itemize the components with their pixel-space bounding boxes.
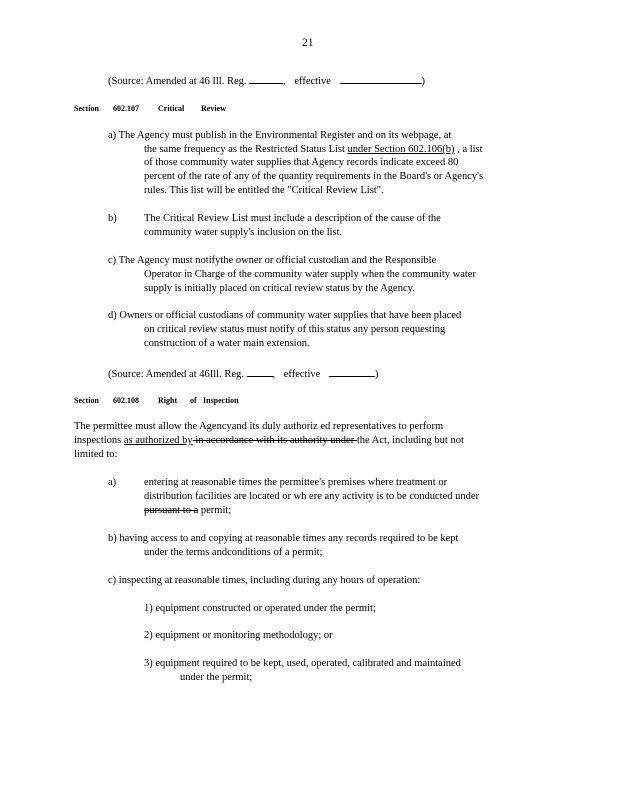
section-title-word: Inspection	[203, 396, 239, 405]
text-line: d) Owners or official custodians of community water supplies that have been placed	[108, 310, 462, 321]
text-line: supply is initially placed on critical review status by the Agency.	[144, 283, 415, 294]
section-title-word: Review	[201, 104, 226, 113]
text-line: Operator in Charge of the community water supply when the community water	[144, 269, 476, 280]
text-line: community water supply's inclusion on the list.	[144, 227, 343, 238]
item-label: a)	[108, 477, 117, 488]
text-segment: the Act, including but not	[356, 435, 464, 446]
text-segment: , a list	[454, 144, 483, 155]
text-line: distribution facilities are located or wh ere any activity is to be conducted under	[144, 491, 480, 502]
text-line: b) having access to and copying at reasonable times any records required to be kept	[108, 533, 459, 544]
item-label: b)	[108, 213, 117, 224]
text-line: on critical review status must notify of this status any person requesting	[144, 324, 446, 335]
text-line: construction of a water main extension.	[144, 338, 310, 349]
section-label: Section	[74, 396, 99, 405]
effective-blank	[340, 73, 422, 84]
deleted-text: in accordance with its authority under	[192, 435, 357, 446]
sub-item-1: 1) equipment constructed or operated under the permit;	[144, 603, 376, 614]
source-note-1	[108, 73, 425, 87]
section-number: 602.107	[113, 104, 139, 113]
text-line: 3) equipment required to be kept, used, operated, calibrated and maintained	[144, 658, 461, 669]
section-title-word: Critical	[158, 104, 185, 113]
source-note-text: (Source: Amended at 46Ill. Reg.	[108, 369, 244, 380]
source-note-effective: effective	[283, 369, 321, 380]
text-line: entering at reasonable times the permittee's premises where treatment or	[144, 477, 448, 488]
inserted-text: as authorized by	[123, 435, 193, 446]
section-title-word: Right	[158, 396, 178, 405]
source-note-effective: effective	[294, 76, 331, 87]
text-line	[74, 435, 464, 446]
source-note-comma: ,	[283, 76, 286, 87]
text-line: The permittee must allow the Agencyand its duly authoriz ed representatives to perform	[74, 421, 444, 432]
page-number: 21	[302, 37, 314, 49]
text-segment: inspections	[74, 435, 124, 446]
text-line: under the permit;	[180, 672, 253, 683]
source-note-comma: ,	[272, 369, 276, 380]
text-line: limited to:	[74, 449, 118, 460]
source-note-close: )	[421, 76, 426, 87]
source-note-close: )	[374, 369, 379, 380]
text-line: of those community water supplies that Agency records indicate exceed 80	[144, 157, 459, 168]
text-segment: the same frequency as the Restricted Status List	[144, 144, 348, 155]
text-line: The Critical Review List must include a description of the cause of the	[144, 213, 441, 224]
section-number: 602.108	[113, 396, 139, 405]
text-line: c) The Agency must notifythe owner or official custodian and the Responsible	[108, 255, 437, 266]
section-title-word: of	[190, 396, 197, 405]
text-line: percent of the rate of any of the quantity requirements in the Board's or Agency's	[144, 171, 484, 182]
text-line: c) inspecting at reasonable times, including during any hours of operation:	[108, 575, 421, 586]
text-line	[144, 505, 231, 516]
source-note-text: (Source: Amended at 46 Ill. Reg.	[108, 76, 247, 87]
sub-item-2: 2) equipment or monitoring methodology; or	[144, 630, 333, 641]
text-line: a) The Agency must publish in the Environmental Register and on its webpage, at	[108, 130, 452, 141]
register-blank	[247, 366, 273, 377]
text-segment: permit;	[198, 505, 232, 516]
text-line: rules. This list will be entitled the "Critical Review List".	[144, 185, 384, 196]
deleted-text: pursuant to a	[144, 505, 199, 516]
text-line	[144, 144, 483, 155]
source-note-2	[108, 366, 378, 380]
register-blank	[249, 73, 283, 84]
inserted-text: under Section 602.106(b)	[347, 144, 455, 155]
section-label: Section	[74, 104, 99, 113]
effective-blank	[329, 366, 375, 377]
text-line: under the terms andconditions of a permit;	[144, 547, 323, 558]
